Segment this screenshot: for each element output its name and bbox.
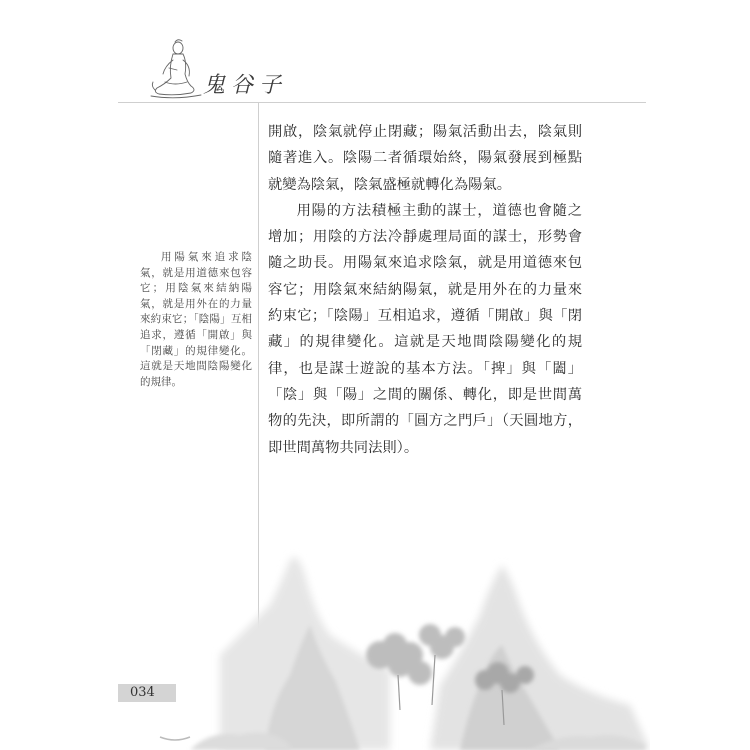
header-rule [118,102,646,103]
seated-sage-icon [145,38,205,103]
ink-landscape-icon [130,505,650,750]
sidebar-note [140,250,252,390]
page-number: 034 [130,685,155,700]
main-body [268,119,582,461]
sidebar-note-text: 用陽氣來追求陰氣，就是用道德來包容它；用陰氣來結納陽氣，就是用外在的力量來約束它；「陰陽」互相追求，遵循「開啟」與「閉藏」的規律變化。這就是天地間陰陽變化的規律。 [140,251,252,388]
body-paragraph: 開啟，陰氣就停止閉藏；陽氣活動出去，陰氣則隨著進入。陰陽二者循環始終，陽氣發展到極點就變為陰氣，陰氣盛極就轉化為陽氣。 [268,124,582,193]
body-paragraph: 用陽的方法積極主動的謀士，道德也會隨之增加；用陰的方法冷靜處理局面的謀士，形勢會隨之助長。用陽氣來追求陰氣，就是用道德來包容它；用陰氣來結納陽氣，就是用外在的力量來約束它；「陰陽」互相追求，遵循「開啟」與「閉藏」的規律變化。這就是天地間陰陽變化的規律，也是謀士遊說的基本方法。「捭」與「闔」「陰」與「陽」之間的關係、轉化，即是世間萬物的先決，即所謂的「圓方之門戶」（天圓地方，即世間萬物共同法則）。 [268,202,582,456]
book-title: 鬼谷子 [203,73,288,98]
